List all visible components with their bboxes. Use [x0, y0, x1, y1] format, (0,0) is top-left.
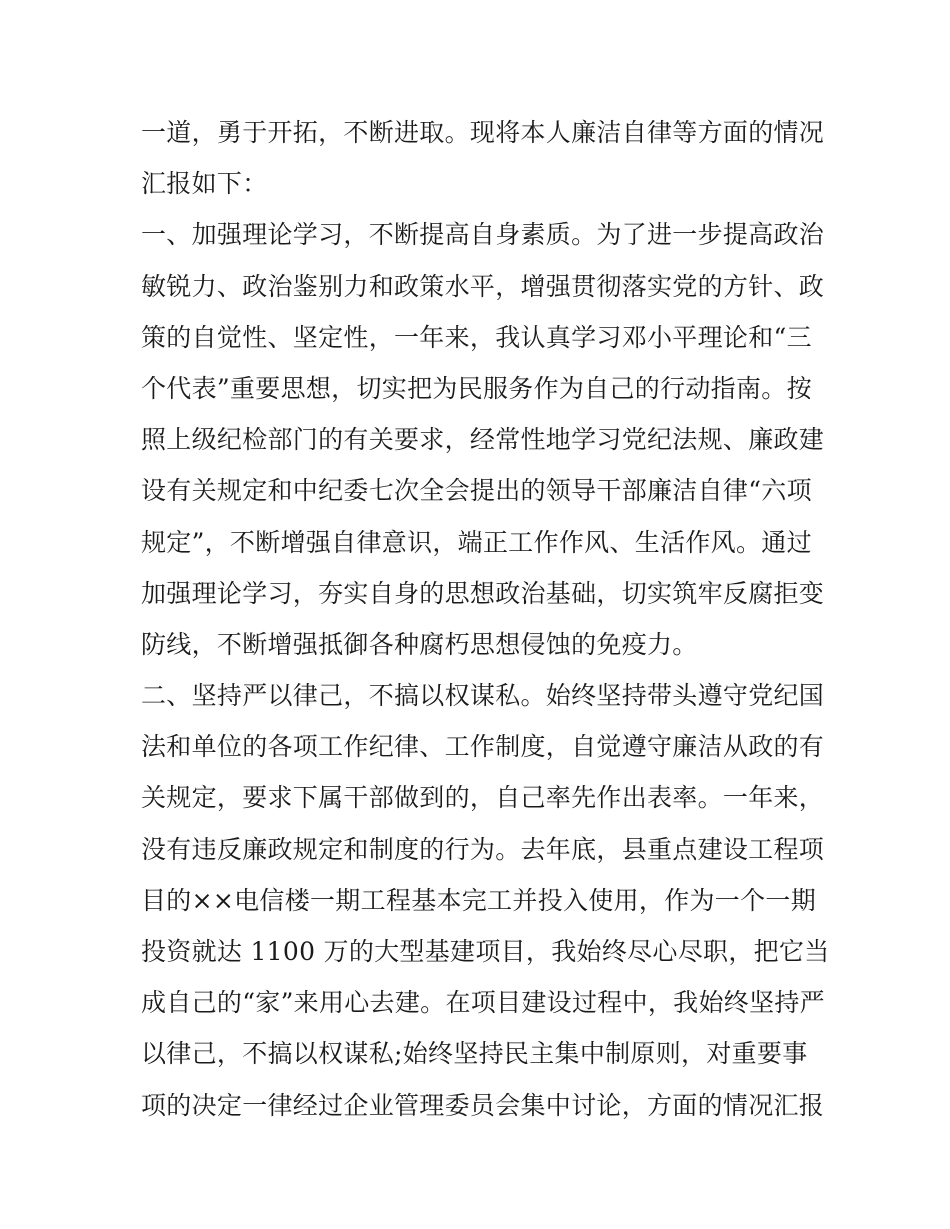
- text-line: 项的决定一律经过企业管理委员会集中讨论，方面的情况汇报: [141, 1090, 825, 1120]
- text-line: 二、坚持严以律己，不搞以权谋私。始终坚持带头遵守党纪国: [141, 681, 825, 711]
- text-line: 目的××电信楼一期工程基本完工并投入使用，作为一个一期: [141, 885, 816, 915]
- text-line: 敏锐力、政治鉴别力和政策水平，增强贯彻落实党的方针、政: [141, 271, 825, 301]
- text-line: 个代表”重要思想，切实把为民服务作为自己的行动指南。按: [141, 373, 812, 403]
- text-line: 防线，不断增强抵御各种腐朽思想侵蚀的免疫力。: [141, 629, 698, 659]
- text-line: 规定”，不断增强自律意识，端正工作作风、生活作风。通过: [141, 527, 812, 557]
- text-line: 策的自觉性、坚定性，一年来，我认真学习邓小平理论和“三: [141, 322, 812, 352]
- text-line: 照上级纪检部门的有关要求，经常性地学习党纪法规、廉政建: [141, 425, 825, 455]
- document-page: [141, 107, 830, 1131]
- text-line: 一、加强理论学习，不断提高自身素质。为了进一步提高政治: [141, 220, 825, 250]
- text-line: 一道，勇于开拓，不断进取。现将本人廉洁自律等方面的情况: [141, 118, 825, 147]
- text-line: 成自己的“家”来用心去建。在项目建设过程中，我始终坚持严: [141, 988, 825, 1018]
- text-line: 以律己，不搞以权谋私;始终坚持民主集中制原则，对重要事: [141, 1039, 808, 1069]
- text-line: 法和单位的各项工作纪律、工作制度，自觉遵守廉洁从政的有: [141, 732, 825, 762]
- text-line: 加强理论学习，夯实自身的思想政治基础，切实筑牢反腐拒变: [141, 578, 825, 608]
- text-line: 关规定，要求下属干部做到的，自己率先作出表率。一年来，: [141, 783, 825, 813]
- text-line: 投资就达 1100 万的大型基建项目，我始终尽心尽职，把它当: [141, 937, 830, 966]
- text-line: 设有关规定和中纪委七次全会提出的领导干部廉洁自律“六项: [141, 476, 812, 506]
- text-line: 汇报如下：: [141, 169, 268, 199]
- text-line: 没有违反廉政规定和制度的行为。去年底，县重点建设工程项: [141, 834, 825, 864]
